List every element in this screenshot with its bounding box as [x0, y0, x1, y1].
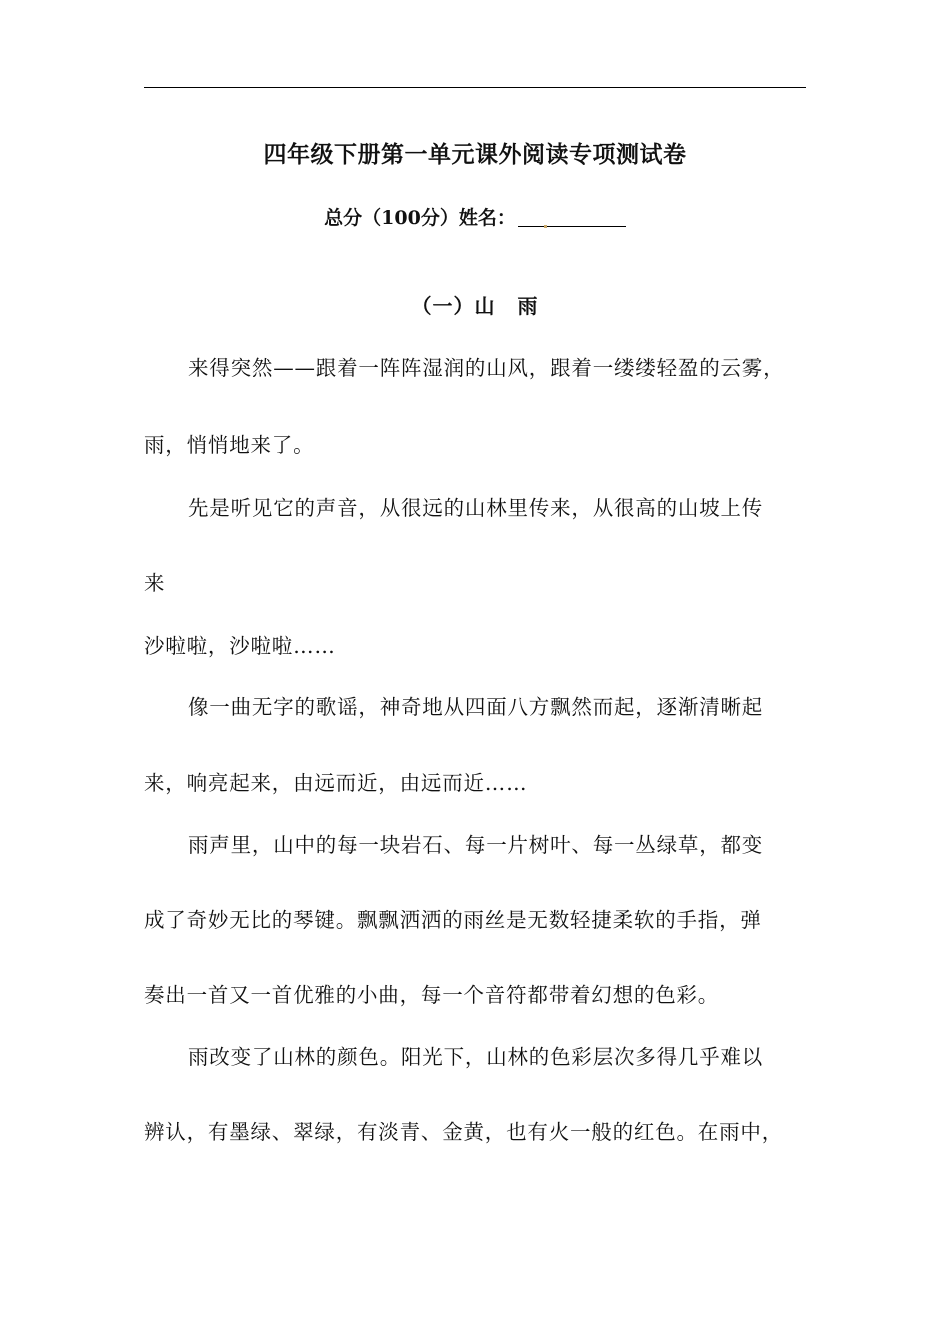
text-line: 像一曲无字的歌谣，神奇地从四面八方飘然而起，逐渐清晰起 — [188, 695, 764, 719]
text-line: 先是听见它的声音，从很远的山林里传来，从很高的山坡上传 — [188, 496, 764, 520]
score-name-line — [0, 203, 950, 230]
header-rule — [144, 87, 806, 88]
text-line: 来得突然——跟着一阵阵湿润的山风，跟着一缕缕轻盈的云雾， — [188, 356, 785, 380]
text-line: 来，响亮起来，由远而近，由远而近…… — [144, 771, 528, 795]
section-title-part1: （一）山 — [411, 294, 496, 318]
page-title: 四年级下册第一单元课外阅读专项测试卷 — [263, 141, 687, 168]
text-line: 雨改变了山林的颜色。阳光下，山林的色彩层次多得几乎难以 — [188, 1045, 764, 1069]
name-blank-field[interactable] — [518, 210, 626, 227]
section-title — [0, 290, 950, 319]
text-line: 雨声里，山中的每一块岩石、每一片树叶、每一丛绿草，都变 — [188, 833, 764, 857]
text-line: 来 — [144, 571, 166, 595]
section-title-part2: 雨 — [517, 294, 539, 318]
text-line: 雨，悄悄地来了。 — [144, 433, 315, 457]
text-line: 成了奇妙无比的琴键。飘飘洒洒的雨丝是无数轻捷柔软的手指，弹 — [144, 908, 762, 932]
text-line: 辨认，有墨绿、翠绿，有淡青、金黄，也有火一般的红色。在雨中， — [144, 1120, 783, 1144]
text-line: 奏出一首又一首优雅的小曲，每一个音符都带着幻想的色彩。 — [144, 983, 720, 1007]
text-line: 沙啦啦，沙啦啦…… — [144, 634, 336, 658]
score-label: 总分（100分）姓名： — [324, 207, 516, 229]
